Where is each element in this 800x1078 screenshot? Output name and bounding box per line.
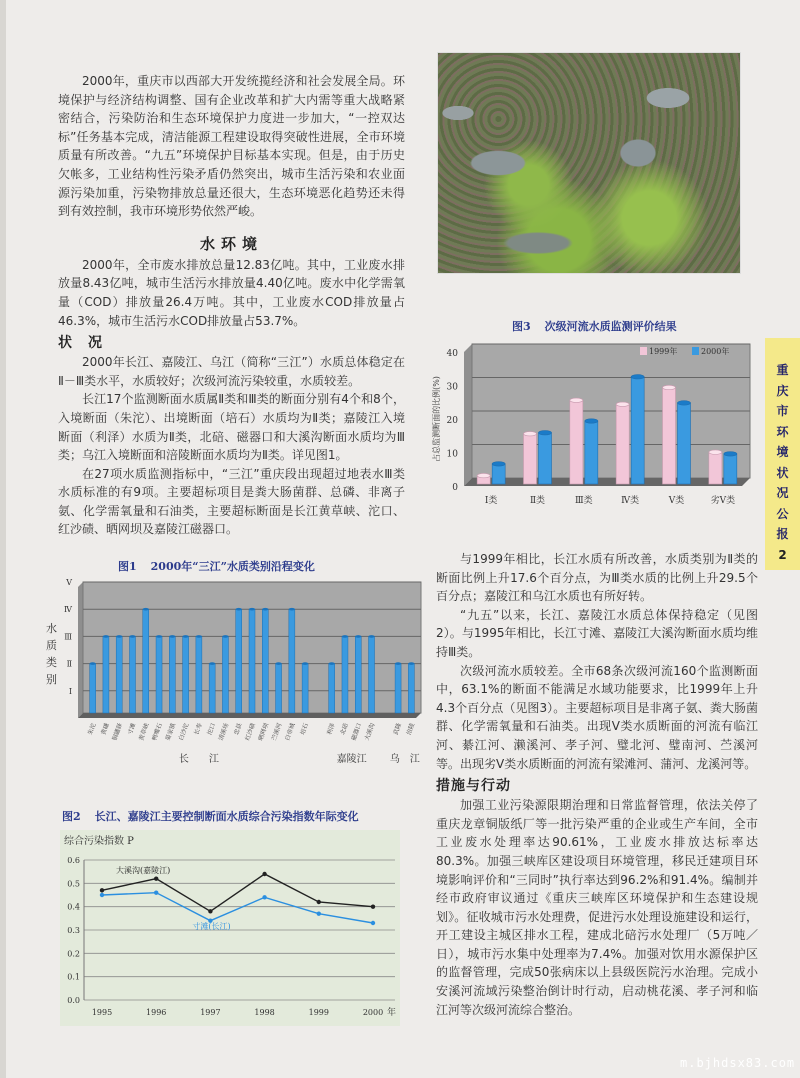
fig3-bar-1999 <box>524 434 537 484</box>
fig3-bar-2000 <box>678 403 691 484</box>
left-column-text <box>58 72 405 539</box>
fig1-bar-cap <box>196 635 202 638</box>
fig1-bar-cap <box>355 635 361 638</box>
fig2-y-tick: 0.6 <box>67 856 80 865</box>
fig3-number: 图3 <box>512 320 531 333</box>
fig1-station-label: 红沙碛 <box>244 722 257 742</box>
fig1-bar <box>103 636 109 713</box>
fig3-side-wall <box>464 344 472 486</box>
fig1-bar-cap <box>236 608 242 611</box>
fig1-bar-cap <box>302 662 308 665</box>
fig3-legend-label: 2000年 <box>701 347 730 356</box>
fig3-x-tick: Ⅳ类 <box>621 496 640 506</box>
fig1-bar-cap <box>262 608 268 611</box>
fig2-point-series-1 <box>262 895 266 899</box>
fig2-point-series-0 <box>262 872 266 876</box>
fig3-chart <box>430 340 760 510</box>
fig1-bar-cap <box>276 662 282 665</box>
fig3-bar-1999 <box>709 452 722 484</box>
fig2-point-series-1 <box>371 921 375 925</box>
fig3-bar-cap <box>663 385 676 389</box>
status-paragraphs <box>58 353 405 539</box>
right-paragraphs <box>436 550 758 773</box>
fig3-bar-1999 <box>570 400 583 484</box>
fig1-y-label-char: 别 <box>46 673 57 686</box>
report-title-char: 况 <box>776 486 789 500</box>
report-title-vertical <box>765 360 800 545</box>
fig3-x-tick: Ⅴ类 <box>668 496 685 506</box>
fig1-station-label: 磁器口 <box>350 722 364 742</box>
fig1-station-label: 清溪场 <box>217 722 231 742</box>
fig1-station-label: 苎溪河 <box>270 722 284 742</box>
fig1-bar <box>156 636 162 713</box>
fig2-y-tick: 0.5 <box>67 879 80 889</box>
fig2-point-series-0 <box>154 876 158 880</box>
fig1-bar <box>209 664 215 713</box>
status-paragraph: 在27项水质监测指标中，“三江”重庆段出现超过地表水Ⅲ类水质标准的有9项。主要超标项目是粪大肠菌群、总磷、非离子氨、化学需氧量和石油类，主要超标断面是长江黄草峡、沱口、红沙碛、晒网坝及嘉陵江磁器口。 <box>58 466 405 537</box>
fig1-station-label: 晒网坝 <box>257 722 271 742</box>
fig3-y-label: 占总监测断面的比例(%) <box>432 376 441 462</box>
fig1-station-label: 忠县 <box>232 722 244 736</box>
page-edge <box>0 0 6 1078</box>
right-column-text <box>436 550 758 1019</box>
fig2-x-tick: 1995 <box>91 1008 113 1017</box>
fig3-bar-cap <box>631 375 644 379</box>
fig1-station-label: 北碚 <box>339 722 350 736</box>
fig2-point-series-0 <box>317 900 321 904</box>
fig1-number: 图1 <box>118 560 137 573</box>
fig3-y-tick: 10 <box>446 449 458 460</box>
fig1-bar-cap <box>143 608 149 611</box>
fig1-bar-cap <box>116 635 122 638</box>
fig3-bar-2000 <box>724 454 737 484</box>
fig3-bar-cap <box>616 402 629 406</box>
fig3-bar-cap <box>585 419 598 423</box>
fig2-point-series-0 <box>100 888 104 892</box>
fig1-station-label: 黄磏 <box>100 722 111 736</box>
fig2-x-tick: 1996 <box>146 1008 167 1017</box>
intro-text: 2000年，重庆市以西部大开发统揽经济和社会发展全局。环境保护与经济结构调整、国有企业改革和扩大内需等重大战略紧密结合，污染防治和生态环境保护力度进一步加大，“一控双达标”任务基本完成，清洁能源工程建设取得突破性进展，全市环境质量有所改善。“九五”环境保护目标基本实现。但是，由于历史欠帐多，工业结构性污染矛盾仍然突出，城市生活污染和农业面源污染加重，污染物排放总量还很大，生态环境恶化趋势还未得到有效控制，我市环境形势依然严峻。 <box>58 74 405 219</box>
fig1-bar-cap <box>103 635 109 638</box>
right-paragraph: 次级河流水质较差。全市68条次级河流160个监测断面中，63.1%的断面不能满足水域功能要求，比1999年上升4.3个百分点（见图3）。主要超标项目是非离子氨、粪大肠菌群、化学需氧量和石油类。出现Ⅴ类水质断面的河流有临江河、綦江河、濑溪河、孝子河、璧北河、璧南河、苎溪河等。出现劣Ⅴ类水质断面的河流有梁滩河、蒲河、龙溪河等。 <box>436 663 758 771</box>
fig1-title <box>118 558 315 574</box>
report-title-char: 重 <box>776 363 789 377</box>
page-number: 2 <box>778 548 787 562</box>
fig1-y-tick: Ⅰ <box>68 686 72 696</box>
fig1-bar-cap <box>369 635 375 638</box>
river-photo <box>437 52 741 274</box>
fig1-bar <box>129 636 135 713</box>
fig1-bar <box>262 609 268 713</box>
intro-paragraph <box>58 72 405 221</box>
fig2-title-text: 长江、嘉陵江主要控制断面水质综合污染指数年际变化 <box>94 810 359 823</box>
fig1-bar-cap <box>129 635 135 638</box>
fig1-bar <box>369 636 375 713</box>
fig3-bar-1999 <box>616 404 629 484</box>
fig1-station-label: 铜罐驿 <box>111 722 125 742</box>
fig1-station-label: 长寿 <box>193 722 204 736</box>
fig1-bar-cap <box>408 662 414 665</box>
fig1-bar <box>395 664 401 713</box>
fig2-y-tick: 0.3 <box>67 926 80 935</box>
fig1-y-label-char: 质 <box>46 639 57 652</box>
fig1-bar <box>342 636 348 713</box>
report-title-char: 境 <box>776 445 789 459</box>
fig1-station-label: 朱沱 <box>86 722 98 736</box>
fig3-bar-1999 <box>663 388 676 484</box>
fig3-x-tick: Ⅲ类 <box>574 496 593 506</box>
fig1-bar-cap <box>222 635 228 638</box>
fig2-y-tick: 0.2 <box>67 949 80 959</box>
fig1-bar <box>276 664 282 713</box>
fig1-y-label-char: 水 <box>46 622 57 635</box>
fig1-bar <box>249 609 255 713</box>
measures-paragraph <box>436 796 758 1019</box>
fig3-bar-cap <box>492 462 505 466</box>
fig1-station-label: 白沙沱 <box>177 722 191 742</box>
fig2-point-series-0 <box>208 909 212 913</box>
fig3-legend-swatch <box>692 347 699 355</box>
fig1-bar <box>143 609 149 713</box>
measures-heading: 措施与行动 <box>436 778 511 795</box>
fig3-bar-cap <box>539 431 552 435</box>
fig1-group-label: 长 江 <box>178 754 219 765</box>
fig1-bar-cap <box>156 635 162 638</box>
fig1-bar <box>302 664 308 713</box>
report-title-char: 庆 <box>776 383 789 398</box>
fig1-title-text: 2000年“三江”水质类别沿程变化 <box>150 560 315 573</box>
fig2-y-tick: 0.1 <box>67 972 80 982</box>
fig1-bar <box>196 636 202 713</box>
measures-text: 加强工业污染源限期治理和日常监督管理，依法关停了重庆龙章铜版纸厂等一批污染严重的企业或生产车间，全市工业废水处理率达90.61%，工业废水排放达标率达80.3%。加强三峡库区建设项目环境管理，移民迁建项目环境影响评价和“三同时”执行率达到96.2%和91.4%。编制并经市政府审议通过《重庆三峡库区环境保护和生态建设规划》。征收城市污水处理费，促进污水处理设施建设和运行，开工建设主城区排水工程，建成北碚污水处理厂（5万吨／日），城市污水集中处理率为7.4%。加强对饮用水源保护区的监督管理，完成50张病床以上县级医院污水治理。完成小安溪河流域污染整治倒计时行动，启动桃花溪、孝子河和临江河等次级河流综合整治。 <box>436 798 758 1017</box>
fig3-bar-cap <box>524 432 537 436</box>
fig1-y-tick: Ⅳ <box>64 605 72 615</box>
side-tab <box>765 338 800 570</box>
fig2-x-tick: 2000 <box>362 1008 384 1017</box>
status-paragraph: 2000年长江、嘉陵江、乌江（简称“三江”）水质总体稳定在Ⅱ－Ⅲ类水平，水质较好；次级河流污染较重，水质较差。 <box>58 355 405 388</box>
fig2-x-tick: 1997 <box>200 1008 221 1017</box>
fig3-y-tick: 30 <box>446 382 458 393</box>
fig1-bar <box>169 636 175 713</box>
fig2-series-label-cuntan: 寸滩(长江) <box>192 921 231 931</box>
section-title-water: 水环境 <box>199 234 263 253</box>
report-title-char: 状 <box>776 465 789 480</box>
fig1-station-label: 晏家镇 <box>164 722 178 742</box>
fig1-bar-cap <box>169 635 175 638</box>
fig1-side-wall <box>78 582 83 718</box>
fig1-station-label: 培石 <box>299 722 310 736</box>
fig2-point-series-0 <box>371 904 375 908</box>
fig3-bar-cap <box>477 473 490 477</box>
fig1-group-label: 乌 江 <box>389 754 420 765</box>
fig1-y-tick: Ⅲ <box>64 632 72 642</box>
fig1-bar-cap <box>395 662 401 665</box>
fig1-station-label: 涪陵 <box>405 722 417 736</box>
fig1-station-label: 白帝城 <box>283 722 297 742</box>
fig2-x-tick: 1998 <box>254 1008 275 1017</box>
fig1-station-label: 寸滩 <box>126 722 138 736</box>
fig1-y-tick: Ⅴ <box>66 578 72 587</box>
status-paragraph: 长江17个监测断面水质属Ⅱ类和Ⅲ类的断面分别有4个和8个，入境断面（朱沱）、出境断面（培石）水质均为Ⅱ类；嘉陵江入境断面（利泽）水质为Ⅱ类，北碚、磁器口和大溪沟断面水质均为Ⅲ类；乌江入境断面和涪陵断面水质均为Ⅱ类。详见图1。 <box>58 392 405 463</box>
fig1-bar <box>408 664 414 713</box>
fig3-title-text: 次级河流水质监测评价结果 <box>544 320 677 333</box>
fig2-point-series-1 <box>154 890 158 894</box>
fig1-bar <box>222 636 228 713</box>
fig2-title <box>62 808 359 824</box>
report-title-char: 环 <box>776 424 789 439</box>
fig3-legend-label: 1999年 <box>649 347 678 356</box>
fig2-number: 图2 <box>62 810 81 823</box>
fig3-bar-cap <box>678 401 691 405</box>
fig3-x-tick: Ⅰ类 <box>484 496 498 506</box>
fig1-bar-cap <box>329 662 335 665</box>
fig2-y-tick: 0.0 <box>67 996 80 1005</box>
fig3-bar-cap <box>709 450 722 454</box>
report-title-char: 市 <box>776 404 789 418</box>
watermark: m.bjhdsx83.com <box>680 1056 796 1070</box>
water-summary-text: 2000年，全市废水排放总量12.83亿吨。其中，工业废水排放量8.43亿吨，城市生活污水排放量4.40亿吨。废水中化学需氧量（COD）排放量26.4万吨。其中，工业废水COD排放量占46.3%，城市生活污水COD排放量占53.7%。 <box>58 257 405 328</box>
fig1-station-label: 武隆 <box>392 722 403 736</box>
status-heading: 状 况 <box>58 335 103 352</box>
fig1-bar <box>329 664 335 713</box>
fig3-title <box>512 318 677 334</box>
fig2-series-label-daxigou: 大溪沟(嘉陵江) <box>116 865 171 875</box>
fig2-point-series-1 <box>100 893 104 897</box>
right-paragraph: 与1999年相比，长江水质有所改善，水质类别为Ⅱ类的断面比例上升17.6个百分点，为Ⅲ类水质的比例上升29.5个百分点；嘉陵江和乌江水质也有所好转。 <box>436 552 758 604</box>
report-title-char: 公 <box>776 506 789 521</box>
fig1-bar <box>183 636 189 713</box>
fig1-station-label: 利泽 <box>325 722 337 736</box>
water-summary <box>58 256 405 330</box>
fig1-y-tick: Ⅱ <box>66 659 72 669</box>
fig1-bar <box>116 636 122 713</box>
fig1-station-label: 沱口 <box>206 722 218 736</box>
fig3-bar-2000 <box>585 421 598 484</box>
fig1-station-label: 黄草峡 <box>137 722 151 742</box>
fig3-bar-2000 <box>492 464 505 484</box>
fig1-bar-cap <box>342 635 348 638</box>
fig1-station-label: 鸭嘴石 <box>151 722 164 742</box>
fig3-x-tick: 劣Ⅴ类 <box>710 496 736 506</box>
fig1-chart <box>44 576 424 796</box>
fig3-x-tick: Ⅱ类 <box>529 496 546 506</box>
fig3-y-tick: 0 <box>452 483 458 493</box>
fig3-floor <box>464 478 750 486</box>
fig2-point-series-1 <box>317 911 321 915</box>
fig1-bar-cap <box>249 608 255 611</box>
fig3-bar-cap <box>570 398 583 402</box>
fig1-bar-cap <box>209 662 215 665</box>
fig1-bar-cap <box>183 635 189 638</box>
fig1-station-label: 大溪沟 <box>363 722 377 742</box>
fig3-bar-2000 <box>631 377 644 484</box>
fig3-legend-swatch <box>640 347 647 355</box>
fig3-y-tick: 20 <box>446 416 458 426</box>
fig2-y-tick: 0.4 <box>67 902 80 912</box>
fig1-bar <box>289 609 295 713</box>
fig2-x-label: 年 <box>387 1008 397 1018</box>
fig1-bar <box>355 636 361 713</box>
fig1-group-label: 嘉陵江 <box>336 754 367 765</box>
fig1-y-label-char: 类 <box>46 656 57 669</box>
fig1-bar <box>236 609 242 713</box>
fig1-floor <box>78 713 421 718</box>
fig1-bar-cap <box>90 662 96 665</box>
fig1-bar-cap <box>289 608 295 611</box>
fig2-x-tick: 1999 <box>308 1008 329 1017</box>
fig3-bar-2000 <box>539 433 552 484</box>
fig2-y-label: 综合污染指数 P <box>64 836 134 847</box>
fig1-bar <box>90 664 96 713</box>
fig3-bar-cap <box>724 452 737 456</box>
fig3-y-tick: 40 <box>446 349 458 359</box>
fig2-chart <box>60 830 400 1026</box>
right-paragraph: “九五”以来，长江、嘉陵江水质总体保持稳定（见图2）。与1995年相比，长江寸滩、嘉陵江大溪沟断面水质均维持Ⅲ类。 <box>436 607 758 659</box>
report-title-char: 报 <box>776 527 789 541</box>
